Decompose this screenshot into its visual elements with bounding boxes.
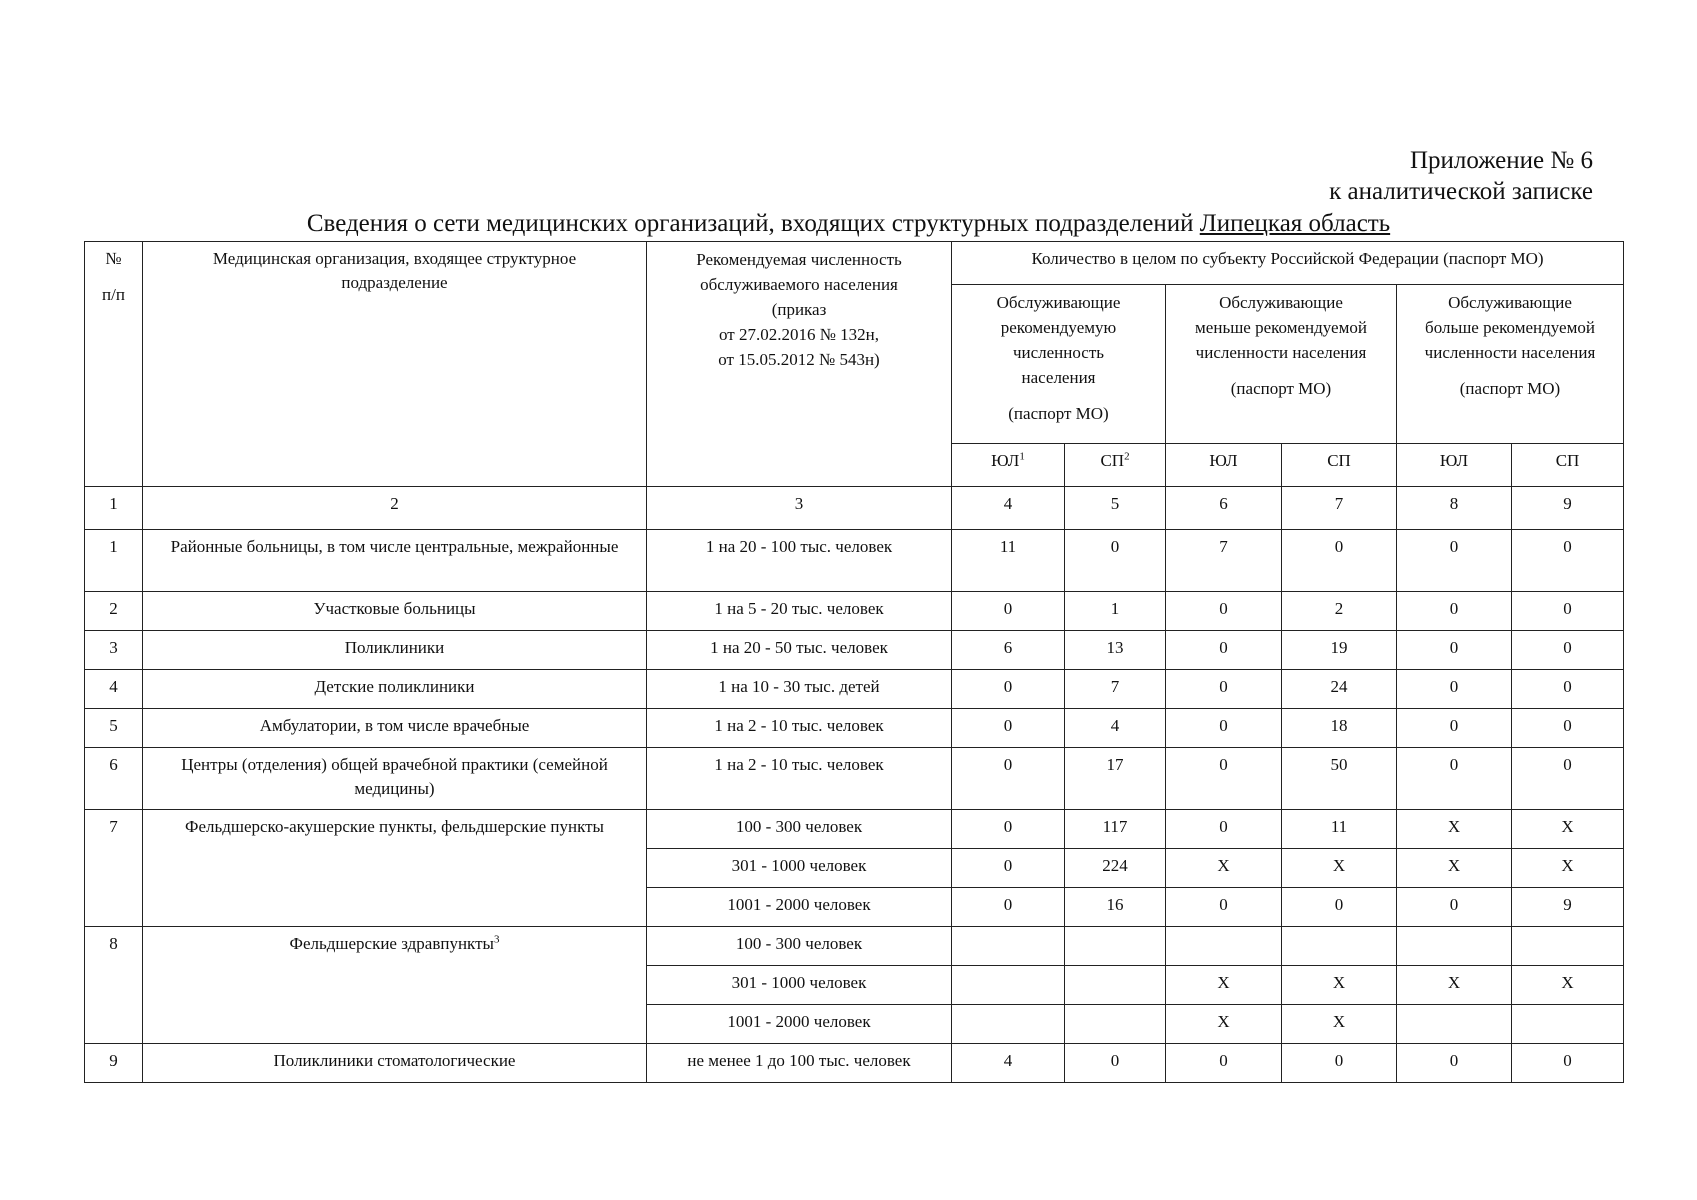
population-cell: 1 на 10 - 30 тыс. детей (647, 670, 952, 709)
header-total-cell (952, 242, 1624, 285)
footnote-1-mark: 1 (1019, 450, 1025, 463)
value-cell (1065, 966, 1166, 1005)
org-name-cell: Районные больницы, в том числе центральные, межрайонные (143, 530, 647, 592)
header-recommended-line: (приказ (771, 300, 827, 319)
column-number-cell: 2 (143, 487, 647, 530)
value-cell: 0 (1397, 530, 1512, 592)
value-cell: 13 (1065, 631, 1166, 670)
row-number-cell: 8 (85, 927, 143, 1044)
value-cell: 0 (1512, 631, 1624, 670)
row-number-cell: 2 (85, 592, 143, 631)
value-cell (952, 966, 1065, 1005)
value-cell: 0 (1166, 810, 1282, 849)
header-group-recommended (952, 285, 1166, 444)
table-row (85, 748, 1624, 810)
row-number-cell: 9 (85, 1044, 143, 1083)
population-cell: не менее 1 до 100 тыс. человек (647, 1044, 952, 1083)
value-cell: 0 (952, 748, 1065, 810)
value-cell: 0 (1512, 709, 1624, 748)
value-cell: X (1166, 966, 1282, 1005)
value-cell: 18 (1282, 709, 1397, 748)
value-cell: 19 (1282, 631, 1397, 670)
value-cell: 11 (952, 530, 1065, 592)
value-cell: 0 (1282, 1044, 1397, 1083)
value-cell: X (1512, 849, 1624, 888)
group-less-lines (1172, 290, 1390, 365)
population-cell: 100 - 300 человек (647, 810, 952, 849)
value-cell (952, 927, 1065, 966)
value-cell: X (1512, 810, 1624, 849)
value-cell: 0 (1512, 530, 1624, 592)
appendix-caption: к аналитической записке (1329, 178, 1593, 205)
value-cell: 0 (1166, 1044, 1282, 1083)
subheader-yul-2: ЮЛ (1166, 444, 1282, 487)
group-recommended-line: рекомендуемую (1000, 318, 1117, 337)
value-cell: 4 (952, 1044, 1065, 1083)
value-cell: X (1512, 966, 1624, 1005)
group-recommended-line: населения (1021, 368, 1096, 387)
value-cell: X (1282, 849, 1397, 888)
value-cell: 0 (1512, 1044, 1624, 1083)
value-cell (1512, 927, 1624, 966)
table-row (85, 592, 1624, 631)
table-row (85, 631, 1624, 670)
value-cell: 7 (1166, 530, 1282, 592)
header-recommended-lines (653, 247, 945, 372)
row-number-cell: 1 (85, 530, 143, 592)
value-cell: 0 (1397, 670, 1512, 709)
value-cell: 0 (1397, 888, 1512, 927)
value-cell: 16 (1065, 888, 1166, 927)
header-recommended-cell (647, 242, 952, 487)
org-name-cell (143, 810, 647, 927)
group-less-line: Обслуживающие (1219, 293, 1343, 312)
column-number-cell: 6 (1166, 487, 1282, 530)
value-cell (1397, 927, 1512, 966)
region-name: Липецкая область (1199, 210, 1391, 237)
table-row (85, 927, 1624, 966)
value-cell: 0 (1397, 709, 1512, 748)
value-cell (1282, 927, 1397, 966)
row-number-cell: 7 (85, 810, 143, 927)
header-group-more (1397, 285, 1624, 444)
value-cell: 17 (1065, 748, 1166, 810)
group-less-note: (паспорт МО) (1230, 379, 1332, 398)
value-cell: 50 (1282, 748, 1397, 810)
population-cell: 1 на 2 - 10 тыс. человек (647, 748, 952, 810)
value-cell: 7 (1065, 670, 1166, 709)
header-recommended-line: от 27.02.2016 № 132н, (718, 325, 880, 344)
column-number-cell: 4 (952, 487, 1065, 530)
value-cell: X (1166, 849, 1282, 888)
value-cell: X (1397, 966, 1512, 1005)
group-recommended-line: Обслуживающие (996, 293, 1121, 312)
population-cell: 301 - 1000 человек (647, 966, 952, 1005)
value-cell: 0 (952, 670, 1065, 709)
value-cell: 0 (952, 849, 1065, 888)
column-number-cell: 7 (1282, 487, 1397, 530)
value-cell: 0 (1397, 592, 1512, 631)
value-cell: 0 (1282, 888, 1397, 927)
value-cell: 0 (1166, 631, 1282, 670)
value-cell (1397, 1005, 1512, 1044)
subheader-sp-1-label: СП (1100, 451, 1125, 470)
value-cell: 0 (1397, 631, 1512, 670)
table-row (85, 530, 1624, 592)
header-group-less (1166, 285, 1397, 444)
value-cell: 0 (1512, 592, 1624, 631)
appendix-number: Приложение № 6 (1409, 147, 1593, 174)
value-cell (1512, 1005, 1624, 1044)
header-number-cell (85, 242, 143, 487)
value-cell: 24 (1282, 670, 1397, 709)
row-number-cell: 6 (85, 748, 143, 810)
org-name-text: Фельдшерско-акушерские пункты, фельдшерские пункты (185, 817, 604, 836)
org-name-cell: Амбулатории, в том числе врачебные (143, 709, 647, 748)
header-row-1 (85, 242, 1624, 285)
population-cell: 1001 - 2000 человек (647, 888, 952, 927)
row-number-cell: 3 (85, 631, 143, 670)
footnote-3-mark: 3 (493, 933, 500, 946)
column-number-cell: 1 (85, 487, 143, 530)
value-cell: 0 (1065, 530, 1166, 592)
row-number-cell: 5 (85, 709, 143, 748)
org-name-cell (143, 927, 647, 1044)
value-cell: 0 (1166, 709, 1282, 748)
value-cell: 0 (1166, 592, 1282, 631)
value-cell: 0 (1397, 748, 1512, 810)
value-cell (1166, 927, 1282, 966)
org-name-text: Фельдшерские здравпункты (289, 934, 494, 953)
header-number-label: п/п (102, 285, 125, 304)
group-more-line: Обслуживающие (1448, 293, 1572, 312)
population-cell: 1 на 20 - 100 тыс. человек (647, 530, 952, 592)
table-row (85, 1044, 1624, 1083)
document-title (0, 209, 1697, 239)
group-more-line: больше рекомендуемой (1425, 318, 1595, 337)
column-number-cell: 8 (1397, 487, 1512, 530)
value-cell: 0 (952, 810, 1065, 849)
group-more-lines (1403, 290, 1617, 365)
group-recommended-line: численность (1012, 343, 1105, 362)
row-number-cell: 4 (85, 670, 143, 709)
subheader-yul-1 (952, 444, 1065, 487)
org-name-cell: Поликлиники (143, 631, 647, 670)
value-cell: 0 (1166, 670, 1282, 709)
value-cell: 0 (952, 888, 1065, 927)
subheader-yul-3: ЮЛ (1397, 444, 1512, 487)
value-cell: X (1282, 966, 1397, 1005)
value-cell: 2 (1282, 592, 1397, 631)
value-cell: X (1282, 1005, 1397, 1044)
column-number-cell: 3 (647, 487, 952, 530)
subheader-sp-2: СП (1282, 444, 1397, 487)
group-less-line: численности населения (1195, 343, 1367, 362)
value-cell: X (1166, 1005, 1282, 1044)
header-total-label: Количество в целом по субъекту Российской Федерации (паспорт МО) (1031, 249, 1544, 268)
value-cell: 9 (1512, 888, 1624, 927)
population-cell: 1 на 5 - 20 тыс. человек (647, 592, 952, 631)
value-cell: 4 (1065, 709, 1166, 748)
header-number-symbol: № (105, 249, 122, 268)
population-cell: 1 на 2 - 10 тыс. человек (647, 709, 952, 748)
subheader-sp-1 (1065, 444, 1166, 487)
header-recommended-line: обслуживаемого населения (700, 275, 898, 294)
population-cell: 1001 - 2000 человек (647, 1005, 952, 1044)
org-name-cell: Детские поликлиники (143, 670, 647, 709)
subheader-yul-1-label: ЮЛ (991, 451, 1020, 470)
table-row (85, 810, 1624, 849)
value-cell: 0 (1166, 888, 1282, 927)
value-cell: 0 (1065, 1044, 1166, 1083)
group-more-note: (паспорт МО) (1459, 379, 1561, 398)
value-cell: 1 (1065, 592, 1166, 631)
value-cell: 0 (1512, 670, 1624, 709)
group-recommended-note: (паспорт МО) (1008, 404, 1109, 423)
group-more-line: численности населения (1424, 343, 1596, 362)
value-cell (1065, 1005, 1166, 1044)
column-number-cell: 9 (1512, 487, 1624, 530)
header-org-cell (143, 242, 647, 487)
document-title-text: Сведения о сети медицинских организаций, входящих структурных подразделений (306, 210, 1194, 237)
column-number-cell: 5 (1065, 487, 1166, 530)
value-cell: 0 (1512, 748, 1624, 810)
table-row (85, 709, 1624, 748)
group-less-line: меньше рекомендуемой (1195, 318, 1367, 337)
value-cell: 224 (1065, 849, 1166, 888)
value-cell: 11 (1282, 810, 1397, 849)
population-cell: 100 - 300 человек (647, 927, 952, 966)
subheader-sp-3: СП (1512, 444, 1624, 487)
group-recommended-lines (958, 290, 1159, 390)
population-cell: 1 на 20 - 50 тыс. человек (647, 631, 952, 670)
value-cell (1065, 927, 1166, 966)
value-cell: 0 (1166, 748, 1282, 810)
value-cell: X (1397, 810, 1512, 849)
population-cell: 301 - 1000 человек (647, 849, 952, 888)
value-cell (952, 1005, 1065, 1044)
org-name-cell: Центры (отделения) общей врачебной практики (семейной медицины) (143, 748, 647, 810)
value-cell: 0 (1282, 530, 1397, 592)
value-cell: 0 (952, 592, 1065, 631)
org-name-cell: Участковые больницы (143, 592, 647, 631)
org-name-cell: Поликлиники стоматологические (143, 1044, 647, 1083)
header-recommended-line: Рекомендуемая численность (696, 250, 902, 269)
value-cell: 0 (952, 709, 1065, 748)
value-cell: X (1397, 849, 1512, 888)
column-number-row (85, 487, 1624, 530)
medical-network-table (84, 241, 1624, 1083)
table-row (85, 670, 1624, 709)
value-cell: 117 (1065, 810, 1166, 849)
footnote-2-mark: 2 (1124, 450, 1130, 463)
header-org-label: Медицинская организация, входящее структурное подразделение (212, 249, 577, 292)
value-cell: 0 (1397, 1044, 1512, 1083)
value-cell: 6 (952, 631, 1065, 670)
header-recommended-line: от 15.05.2012 № 543н) (718, 350, 880, 369)
